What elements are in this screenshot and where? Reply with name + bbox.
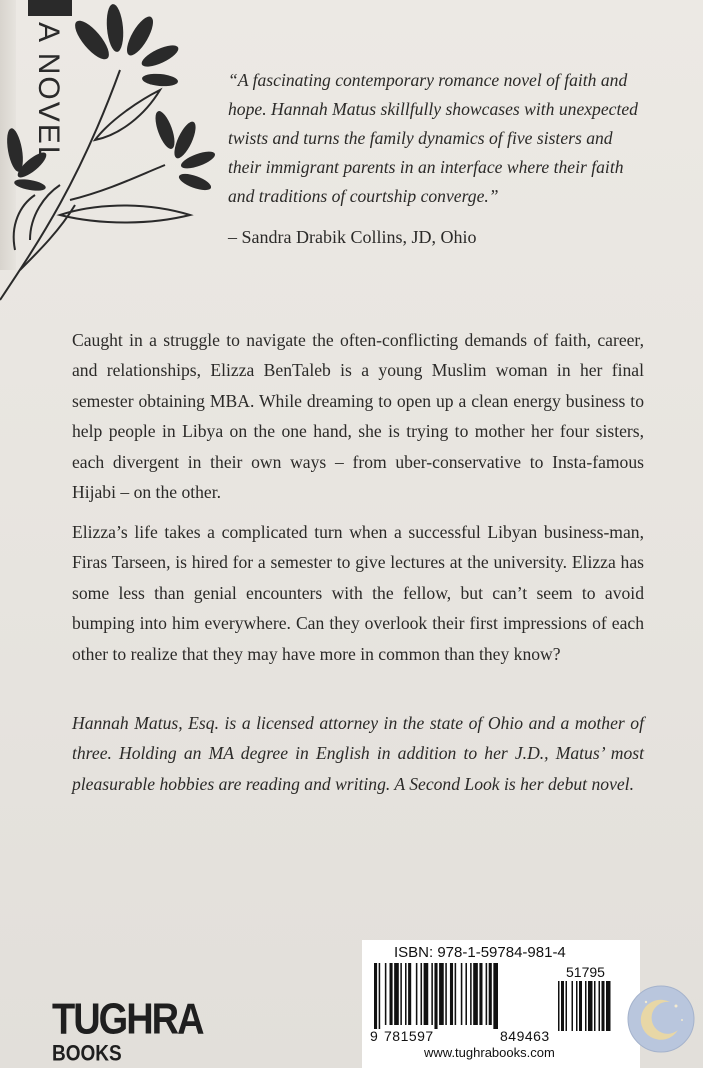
synopsis-paragraph: Elizza’s life takes a complicated turn when a successful Libyan business-man, Firas Tarseen, is hired for a semester to give lectures at the university. Elizza has some less than genial encounters with the fellow, but can’t seem to avoid bumping into him everywhere. Can they overlook their first impressions of each other to realize that they may have more in common than they know? [72,522,644,664]
publisher-name: TUGHRA [52,995,203,1044]
price-code: 51795 [566,964,605,980]
barcode-digit-group: 849463 [500,1028,550,1044]
author-bio: Hannah Matus, Esq. is a licensed attorney in the state of Ohio and a mother of three. Holding an MA degree in English in addition to her J.D., Matus’ most pleasurable hobbies are reading and writing. A Second Look is her debut novel. [72,713,644,794]
endorsement-quote: “A fascinating contemporary romance novel of faith and hope. Hannah Matus skillfully showcases with unexpected twists and turns the family dynamics of five sisters and their immigrant parents in an interface where their faith and traditions of courtship converge.” [228,70,638,206]
synopsis-paragraph: Caught in a struggle to navigate the often-conflicting demands of faith, career, and relationships, Elizza BenTaleb is a young Muslim woman in her final semester obtaining MBA. While dreaming to open up a clean energy business to help people in Libya on the one hand, she is trying to mother her four sisters, each divergent in their own ways – from uber-conservative to Insta-famous Hijabi – on the other. [72,330,644,503]
publisher-sub: BOOKS [52,1042,122,1067]
crescent-moon-icon [626,984,696,1054]
barcode-image [370,963,632,1031]
publisher-website: www.tughrabooks.com [424,1045,555,1060]
barcode-digit-lead: 9 [370,1028,379,1044]
isbn-text: ISBN: 978-1-59784-981-4 [394,944,566,961]
publisher-logo [52,995,203,1067]
quote-attribution: – Sandra Drabik Collins, JD, Ohio [228,227,477,247]
barcode-digit-group: 781597 [384,1028,434,1044]
vertical-title: A NOVEL [32,22,65,165]
